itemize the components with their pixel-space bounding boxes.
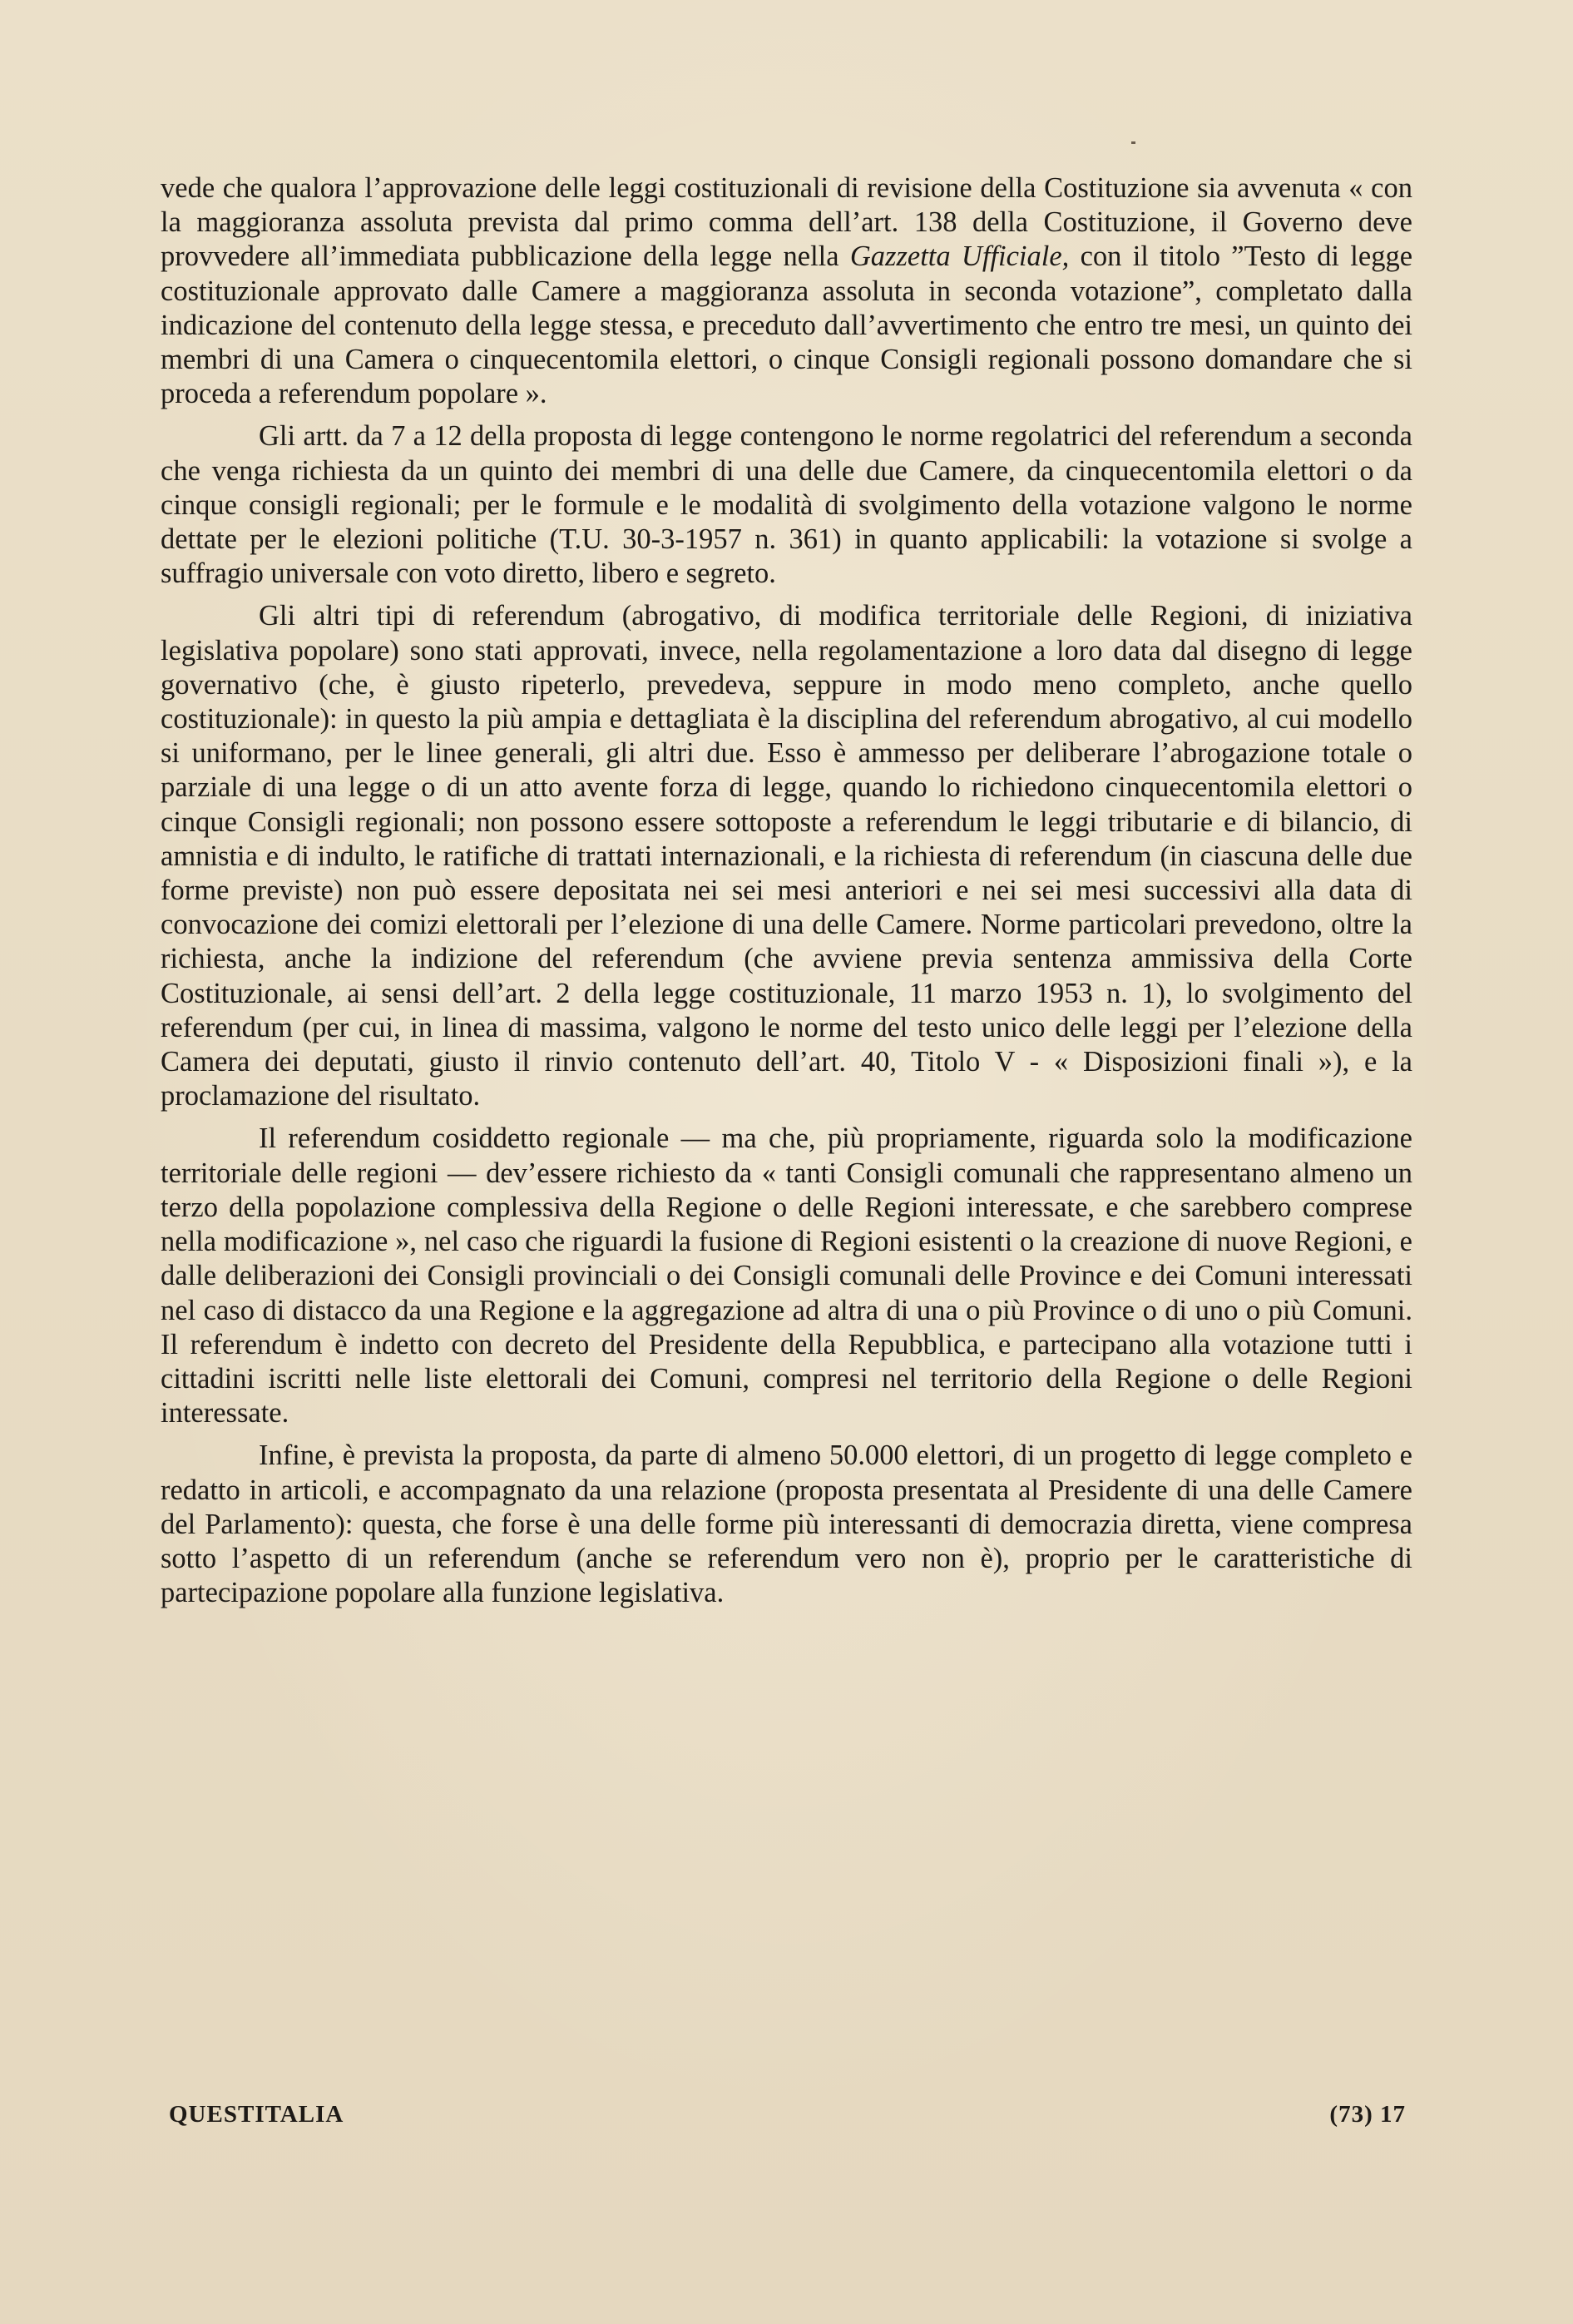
page-footer [161,2101,1412,2134]
paragraph-1-before: vede che qualora l’approvazione delle leggi costituzionali di revisione della Costituzione sia avvenuta « con la maggioranza assoluta prevista dal primo comma dell’art. 138 della Costituzione, il Governo deve provvedere all’immediata pubblicazione della legge nella [161,172,1412,273]
page-number: (73) 17 [1329,2101,1406,2128]
paragraph-1 [161,171,1412,411]
paragraph-3: Gli altri tipi di referendum (abrogativo, di modifica territoriale delle Regioni, di iniziativa legislativa popolare) sono stati approvati, invece, nella regolamentazione a loro data dal disegno di legge governativo (che, è giusto ripeterlo, prevedeva, seppure in modo meno completo, anche quello costituzionale): in questo la più ampia e dettagliata è la disciplina del referendum abrogativo, al cui modello si uniformano, per le linee generali, gli altri due. Esso è ammesso per deliberare l’abrogazione totale o parziale di una legge o di un atto avente forza di legge, quando lo richiedono cinquecentomila elettori o cinque Consigli regionali; non possono essere sottoposte a referendum le leggi tributarie e di bilancio, di amnistia e di indulto, le ratifiche di trattati internazionali, e la richiesta di referendum (in ciascuna delle due forme previste) non può essere depositata nei sei mesi anteriori e nei sei mesi successivi alla data di convocazione dei comizi elettorali per l’elezione di una delle Camere. Norme particolari prevedono, oltre la richiesta, anche la indizione del referendum (che avviene previa sentenza ammissiva della Corte Costituzionale, ai sensi dell’art. 2 della legge costituzionale, 11 marzo 1953 n. 1), lo svolgimento del referendum (per cui, in linea di massima, valgono le norme del testo unico delle leggi per l’elezione della Camera dei deputati, giusto il rinvio contenuto dell’art. 40, Titolo V - « Disposizioni finali »), e la proclamazione del risultato. [161,600,1412,1112]
paragraph-5: Infine, è prevista la proposta, da parte di almeno 50.000 elettori, di un progetto di legge completo e redatto in articoli, e accompagnato da una relazione (proposta presentata al Presidente di una delle Camere del Parlamento): questa, che forse è una delle forme più interessanti di democrazia diretta, viene compresa sotto l’aspetto di un referendum (anche se referendum vero non è), proprio per le caratteristiche di partecipazione popolare alla funzione legislativa. [161,1439,1412,1609]
paragraph-1-after: con il titolo ”Testo di legge costituzionale approvato dalle Camere a maggioranza assoluta in seconda votazione”, completato dalla indicazione del contenuto della legge stessa, e preceduto dall’avvertimento che entro tre mesi, un quinto dei membri di una Camera o cinquecentomila elettori, o cinque Consigli regionali possono domandare che si proceda a referendum popolare ». [161,240,1413,410]
publication-name: QUESTITALIA [169,2101,344,2128]
print-speck [1131,141,1135,144]
paragraph-2: Gli artt. da 7 a 12 della proposta di legge contengono le norme regolatrici del referendum a seconda che venga richiesta da un quinto dei membri di una delle due Camere, da cinquecentomila elettori o da cinque consigli regionali; per le formule e le modalità di svolgimento della votazione valgono le norme dettate per le elezioni politiche (T.U. 30-3-1957 n. 361) in quanto applicabili: la votazione si svolge a suffragio universale con voto diretto, libero e segreto. [161,420,1412,590]
paragraph-1-italic: Gazzetta Ufficiale, [849,240,1070,273]
article-body [161,171,1412,1618]
paragraph-4: Il referendum cosiddetto regionale — ma che, più propriamente, riguarda solo la modificazione territoriale delle regioni — dev’essere richiesto da « tanti Consigli comunali che rappresentano almeno un terzo della popolazione complessiva della Regione o delle Regioni interessate, e che sarebbero comprese nella modificazione », nel caso che riguardi la fusione di Regioni esistenti o la creazione di nuove Regioni, e dalle deliberazioni dei Consigli provinciali o dei Consigli comunali delle Province e dei Comuni interessati nel caso di distacco da una Regione e la aggregazione ad altra di una o più Province o di uno o più Comuni. Il referendum è indetto con decreto del Presidente della Repubblica, e partecipano alla votazione tutti i cittadini iscritti nelle liste elettorali dei Comuni, compresi nel territorio della Regione o delle Regioni interessate. [161,1122,1412,1430]
